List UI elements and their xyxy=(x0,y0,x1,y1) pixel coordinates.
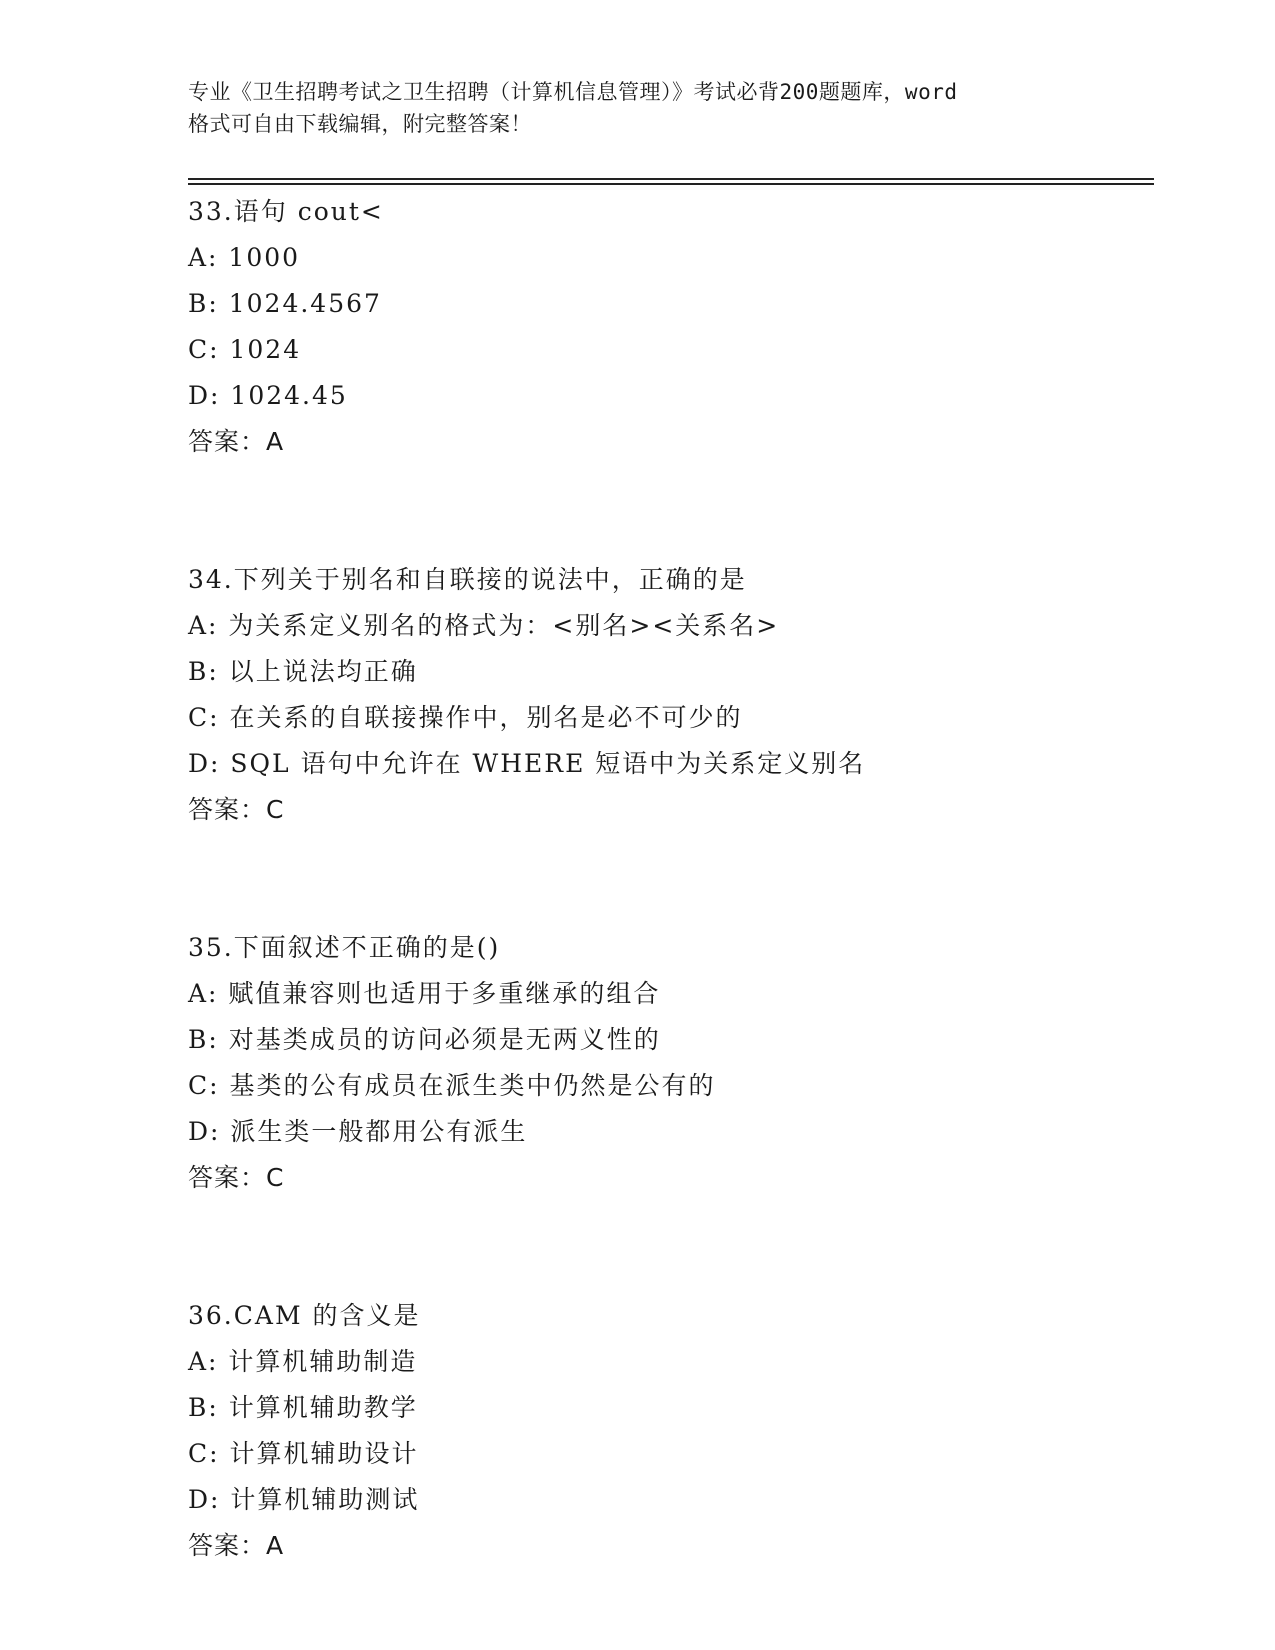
spacer xyxy=(188,1201,1148,1293)
header-divider-bottom xyxy=(188,183,1154,185)
question-36 xyxy=(188,1293,1148,1569)
spacer xyxy=(188,465,1148,557)
option-d: D: SQL 语句中允许在 WHERE 短语中为关系定义别名 xyxy=(188,749,866,778)
answer-line: 答案：C xyxy=(188,795,285,824)
option-a: A: 计算机辅助制造 xyxy=(188,1347,418,1376)
option-c: C: 基类的公有成员在派生类中仍然是公有的 xyxy=(188,1071,716,1100)
answer-line: 答案：C xyxy=(188,1163,285,1192)
question-33 xyxy=(188,189,1148,465)
option-b: B: 以上说法均正确 xyxy=(188,657,418,686)
question-list xyxy=(188,189,1148,1569)
option-b: B: 对基类成员的访问必须是无两义性的 xyxy=(188,1025,661,1054)
header-divider-top xyxy=(188,178,1154,180)
option-d: D: 派生类一般都用公有派生 xyxy=(188,1117,528,1146)
answer-line: 答案：A xyxy=(188,427,285,456)
question-34 xyxy=(188,557,1148,833)
header-line-2: 格式可自由下载编辑，附完整答案！ xyxy=(188,112,532,136)
option-d: D: 1024.45 xyxy=(188,381,348,410)
question-title: 35.下面叙述不正确的是() xyxy=(188,933,501,962)
option-c: C: 在关系的自联接操作中，别名是必不可少的 xyxy=(188,703,743,732)
question-title: 34.下列关于别名和自联接的说法中，正确的是 xyxy=(188,565,747,594)
option-a: A: 为关系定义别名的格式为：<别名><关系名> xyxy=(188,611,780,640)
question-title: 36.CAM 的含义是 xyxy=(188,1301,421,1330)
option-c: C: 计算机辅助设计 xyxy=(188,1439,419,1468)
spacer xyxy=(188,833,1148,925)
option-d: D: 计算机辅助测试 xyxy=(188,1485,420,1514)
option-b: B: 计算机辅助教学 xyxy=(188,1393,418,1422)
option-c: C: 1024 xyxy=(188,335,302,364)
option-a: A: 赋值兼容则也适用于多重继承的组合 xyxy=(188,979,661,1008)
option-b: B: 1024.4567 xyxy=(188,289,382,318)
document-header xyxy=(188,76,1088,140)
question-title: 33.语句 cout< xyxy=(188,197,384,226)
option-a: A: 1000 xyxy=(188,243,301,272)
answer-line: 答案：A xyxy=(188,1531,285,1560)
question-35 xyxy=(188,925,1148,1201)
header-line-1: 专业《卫生招聘考试之卫生招聘（计算机信息管理）》考试必背200题题库，word xyxy=(188,80,958,104)
